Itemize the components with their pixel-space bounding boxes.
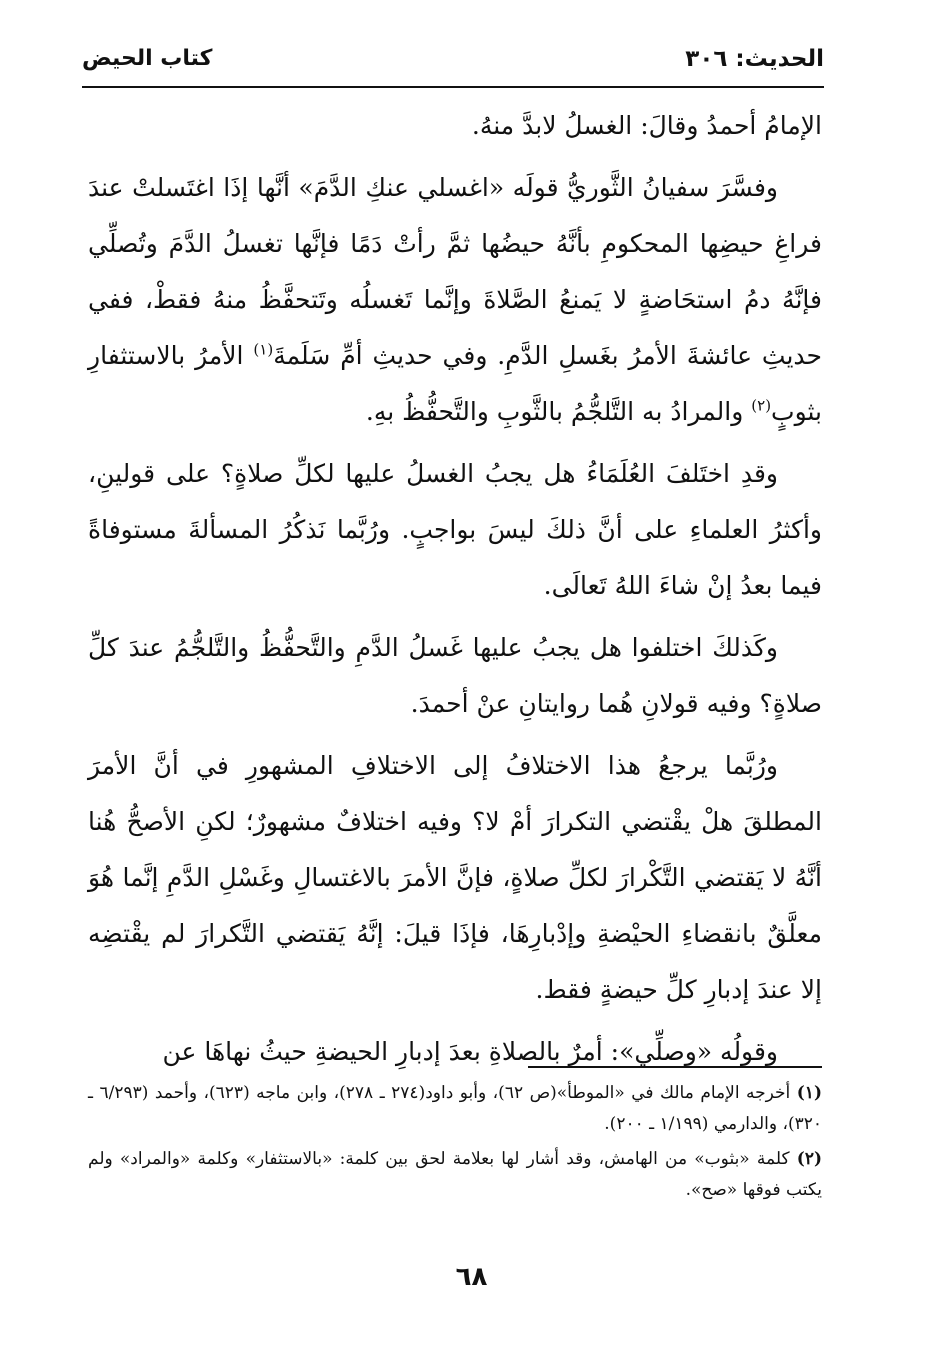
paragraph-3: وقدِ اختَلفَ العُلَمَاءُ هل يجبُ الغسلُ عليها لكلِّ صلاةٍ؟ على قولينِ، وأكثرُ العلماءِ على أنَّ ذلكَ ليسَ بواجبٍ. ورُبَّما نَذكُرُ المسألةَ مستوفاةً فيما بعدُ إنْ شاءَ اللهُ تَعالَى. — [88, 459, 822, 600]
paragraph-2 — [88, 160, 822, 440]
paragraph-2-part-3: والمرادُ به التَّلجُّمُ بالثَّوبِ والتَّحفُّظُ بهِ. — [365, 397, 752, 426]
footnote-1-number: (١) — [796, 1083, 822, 1103]
paragraph-1: الإمامُ أحمدُ وقالَ: الغسلُ لابدَّ منهُ. — [471, 111, 822, 140]
paragraph-5: ورُبَّما يرجعُ هذا الاختلافُ إلى الاختلافِ المشهورِ في أنَّ الأمرَ المطلقَ هلْ يقْتضي التكرارَ أمْ لا؟ وفيه اختلافٌ مشهورٌ؛ لكنِ الأصحُّ هُنا أنَّهُ لا يَقتضي التَّكْرارَ لكلِّ صلاةٍ، فإنَّ الأمرَ بالاغتسالِ وغَسْلِ الدَّمِ إنَّما هُوَ معلَّقٌ بانقضاءِ الحيْضةِ وإدْبارِهَا، فإذَا قيلَ: إنَّهُ يَقتضي التَّكرارَ لم يقْتضِه إلا عندَ إدبارِ كلِّ حيضةٍ فقط. — [88, 751, 822, 1004]
footnotes — [88, 1078, 822, 1210]
running-header — [82, 40, 824, 86]
footnote-divider — [528, 1066, 822, 1068]
footnote-1 — [88, 1078, 822, 1140]
paragraph-2-part-1: وفسَّرَ سفيانُ الثَّوريُّ قولَه «اغسلي عنكِ الدَّمَ» أنَّها إذَا اغتَسلتْ عندَ فراغِ حيضِها المحكومِ بأنَّهُ حيضُها ثمَّ رأتْ دَمًا فإنَّها تغسلُ الدَّمَ وتُصلِّي فإنَّهُ دمُ استحَاضةٍ لا يَمنعُ الصَّلاةَ وإنَّما تَغسلُه وتَتحفَّظُ منهُ فقطْ، ففي حديثِ عائشةَ الأمرُ بغَسلِ الدَّمِ. وفي حديثِ أمِّ سَلَمةَ — [88, 173, 822, 370]
footnote-2 — [88, 1144, 822, 1206]
footnote-1-text: أخرجه الإمام مالك في «الموطأ»(ص ٦٢)، وأبو داود(٢٧٤ ـ ٢٧٨)، وابن ماجه (٦٢٣)، وأحمد (٦/٢٩٣ ـ ٣٢٠)، والدارمي (١/١٩٩ ـ ٢٠٠). — [88, 1083, 822, 1134]
main-text — [88, 98, 822, 1086]
book-title: كتاب الحيض — [82, 46, 213, 71]
hadith-number: الحديث: ٣٠٦ — [685, 46, 824, 72]
footnote-2-text: كلمة «بثوب» من الهامش، وقد أشار لها بعلامة لحق بين كلمة: «بالاستثفار» وكلمة «والمراد» ولم يكتب فوقها «صح». — [88, 1149, 822, 1200]
footnote-marker-1: (١) — [253, 340, 274, 359]
header-divider — [82, 86, 824, 88]
paragraph-4: وكَذلكَ اختلفوا هل يجبُ عليها غَسلُ الدَّمِ والتَّحفُّظُ والتَّلجُّمُ عندَ كلِّ صلاةٍ؟ وفيه قولانِ هُما روايتانِ عنْ أحمدَ. — [88, 633, 822, 718]
footnote-marker-2: (٢) — [751, 396, 772, 415]
paragraph-6: وقولُه «وصلِّي»: أمرٌ بالصلاةِ بعدَ إدبارِ الحيضةِ حيثُ نهاهَا عن — [162, 1037, 778, 1066]
page-number: ٦٨ — [455, 1262, 488, 1292]
footnote-2-number: (٢) — [796, 1149, 822, 1169]
paragraph-2-part-2: الأمرُ بالاستثفارِ بثوبٍ — [88, 341, 822, 426]
